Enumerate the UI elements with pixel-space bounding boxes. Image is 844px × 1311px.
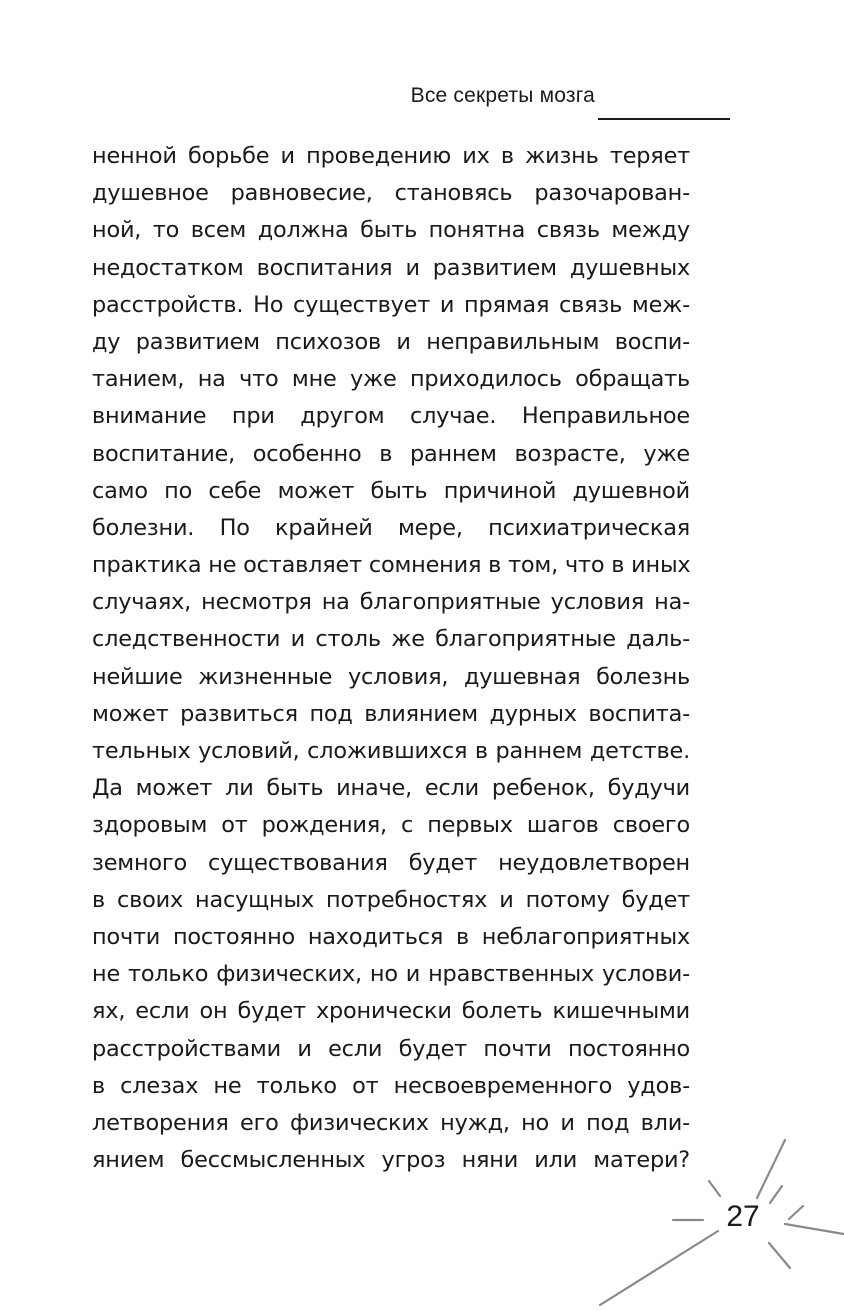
text-line: может развиться под влиянием дурных воспита- [92, 700, 690, 727]
text-line: Да может ли быть иначе, если ребенок, будучи [92, 775, 690, 802]
burst-ray [770, 1186, 782, 1203]
burst-ray [785, 1224, 844, 1234]
text-line: нейшие жизненные условия, душевная болезнь [92, 663, 690, 690]
text-line: расстройств. Но существует и прямая связь меж- [92, 291, 690, 318]
text-line: ду развитием психозов и неправильным воспи- [92, 328, 690, 355]
running-title: Все секреты мозга [410, 84, 595, 107]
text-line: следственности и столь же благоприятные даль- [92, 626, 690, 653]
text-line: ной, то всем должна быть понятна связь между [92, 217, 690, 244]
text-line: летворения его физических нужд, но и под вли- [92, 1109, 690, 1136]
text-line: янием бессмысленных угроз няни или матери? [92, 1147, 690, 1174]
text-line: в слезах не только от несвоевременного удов- [92, 1072, 690, 1099]
running-header [0, 84, 730, 124]
text-line: в своих насущных потребностях и потому будет [92, 886, 690, 913]
burst-ray [789, 1206, 803, 1219]
text-line: недостатком воспитания и развитием душевных [92, 254, 690, 281]
text-line: случаях, несмотря на благоприятные условия на- [92, 589, 690, 616]
text-line: расстройствами и если будет почти постоянно [92, 1035, 690, 1062]
burst-ray [600, 1231, 718, 1305]
burst-ray [757, 1140, 785, 1198]
text-line: само по себе может быть причиной душевной [92, 477, 690, 504]
burst-ray [709, 1181, 720, 1196]
text-line: тельных условий, сложившихся в раннем детстве. [92, 738, 690, 764]
text-line: танием, на что мне уже приходилось обращать [92, 366, 690, 393]
text-line: ях, если он будет хронически болеть кишечными [92, 998, 690, 1025]
page-number: 27 [726, 1200, 760, 1233]
header-rule [598, 118, 730, 120]
burst-ray [769, 1243, 790, 1268]
text-line: не только физических, но и нравственных услови- [92, 961, 690, 988]
body-text [92, 138, 690, 1179]
text-line: душевное равновесие, становясь разочарован- [92, 180, 690, 207]
text-line: воспитание, особенно в раннем возрасте, уже [92, 440, 690, 467]
text-line: болезни. По крайней мере, психиатрическая [92, 514, 690, 541]
text-line: здоровым от рождения, с первых шагов своего [92, 812, 690, 839]
text-line: практика не оставляет сомнения в том, что в иных [92, 552, 691, 579]
text-line: почти постоянно находиться в неблагоприятных [92, 923, 690, 950]
text-line: земного существования будет неудовлетворен [92, 849, 690, 876]
text-line: внимание при другом случае. Неправильное [92, 403, 690, 430]
text-line: ненной борьбе и проведению их в жизнь теряет [92, 143, 690, 169]
